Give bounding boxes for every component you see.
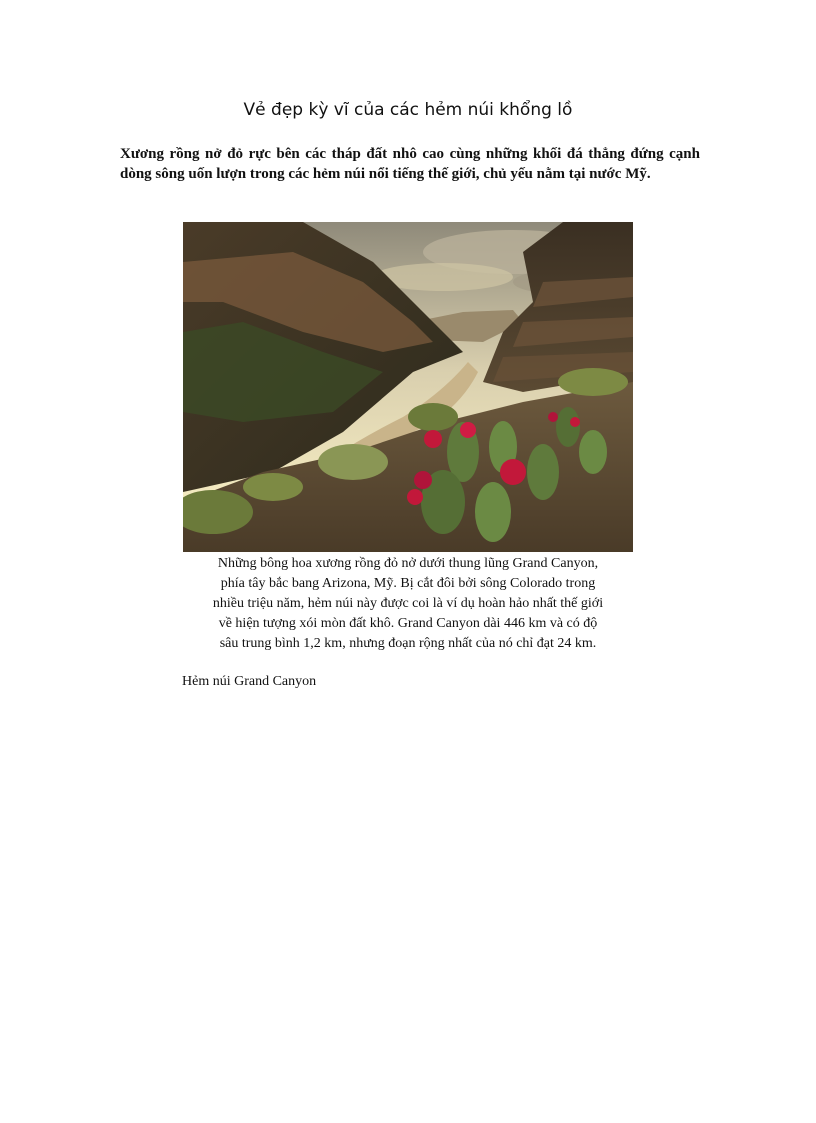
cactus-flower bbox=[407, 489, 423, 505]
cactus-flower bbox=[414, 471, 432, 489]
cactus-flower bbox=[424, 430, 442, 448]
lead-paragraph: Xương rồng nở đỏ rực bên các tháp đất nhô cao cùng những khối đá thẳng đứng cạnh dòng sông uốn lượn trong các hẻm núi nổi tiếng thế giới, chủ yếu nằm tại nước Mỹ. bbox=[120, 146, 700, 182]
cactus-flower bbox=[570, 417, 580, 427]
shrub bbox=[408, 403, 458, 431]
cactus-pad bbox=[527, 444, 559, 500]
caption-line: sâu trung bình 1,2 km, nhưng đoạn rộng nhất của nó chỉ đạt 24 km. bbox=[219, 636, 597, 651]
shrub bbox=[558, 368, 628, 396]
cactus-pad bbox=[579, 430, 607, 474]
photo-caption bbox=[170, 554, 646, 654]
grand-canyon-illustration bbox=[183, 222, 633, 552]
caption-line: nhiều triệu năm, hẻm núi này được coi là ví dụ hoàn hảo nhất thế giới bbox=[212, 596, 604, 611]
cactus-flower bbox=[460, 422, 476, 438]
grand-canyon-photo bbox=[183, 222, 633, 552]
cactus-flower bbox=[548, 412, 558, 422]
shrub bbox=[243, 473, 303, 501]
footer-note: Hẻm núi Grand Canyon bbox=[182, 674, 317, 689]
cactus-pad bbox=[556, 407, 580, 447]
caption-line: phía tây bắc bang Arizona, Mỹ. Bị cắt đôi bởi sông Colorado trong bbox=[220, 576, 596, 591]
cactus-pad bbox=[475, 482, 511, 542]
shrub bbox=[318, 444, 388, 480]
caption-line: Những bông hoa xương rồng đỏ nở dưới thung lũng Grand Canyon, bbox=[217, 556, 599, 571]
cactus-flower bbox=[500, 459, 526, 485]
page-title: Vẻ đẹp kỳ vĩ của các hẻm núi khổng lồ bbox=[243, 100, 573, 120]
caption-line: về hiện tượng xói mòn đất khô. Grand Canyon dài 446 km và có độ bbox=[218, 616, 598, 631]
